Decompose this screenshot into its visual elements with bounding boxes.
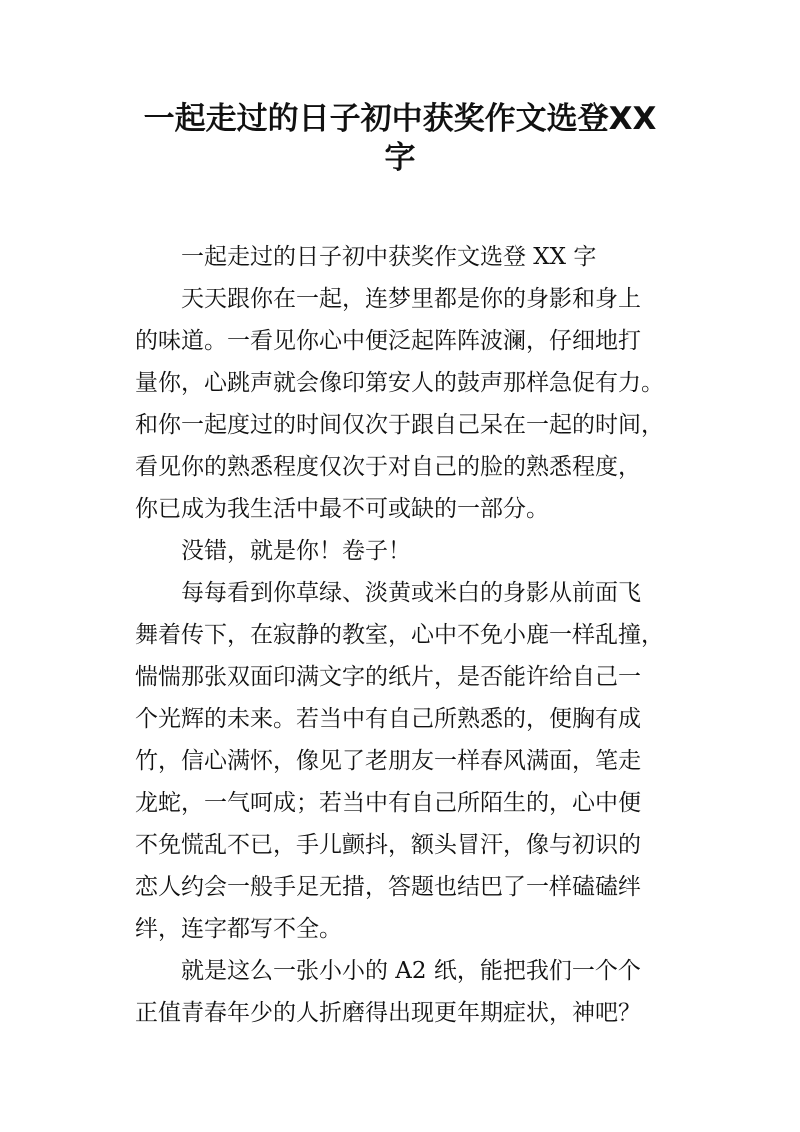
- title-line-1: 一起走过的日子初中获奖作文选登XX: [143, 101, 657, 137]
- title-line-2: 字: [384, 140, 416, 176]
- text-line: 量你，心跳声就会像印第安人的鼓声那样急促有力。: [135, 370, 664, 396]
- document-body: [135, 236, 695, 1034]
- text-line: 惴惴那张双面印满文字的纸片，是否能许给自己一: [135, 664, 641, 690]
- text-line: 不免慌乱不已，手儿颤抖，额头冒汗，像与初识的: [135, 832, 641, 858]
- document-title: [0, 100, 800, 178]
- text-line: 和你一起度过的时间仅次于跟自己呆在一起的时间，: [135, 412, 664, 438]
- text-line: 一起走过的日子初中获奖作文选登 XX 字: [181, 244, 597, 270]
- text-line: 看见你的熟悉程度仅次于对自己的脸的熟悉程度，: [135, 454, 641, 480]
- text-line: 舞着传下，在寂静的教室，心中不免小鹿一样乱撞，: [135, 622, 664, 648]
- text-line: 没错，就是你！卷子！: [181, 538, 411, 564]
- text-line: 正值青春年少的人折磨得出现更年期症状，神吧？: [135, 1000, 641, 1026]
- text-line: 天天跟你在一起，连梦里都是你的身影和身上: [181, 286, 641, 312]
- text-line: 你已成为我生活中最不可或缺的一部分。: [135, 496, 549, 522]
- text-line: 恋人约会一般手足无措，答题也结巴了一样磕磕绊: [135, 874, 641, 900]
- text-line: 龙蛇，一气呵成；若当中有自己所陌生的，心中便: [135, 790, 641, 816]
- text-line: 个光辉的未来。若当中有自己所熟悉的，便胸有成: [135, 706, 641, 732]
- text-line: 竹，信心满怀，像见了老朋友一样春风满面，笔走: [135, 748, 641, 774]
- text-line: 的味道。一看见你心中便泛起阵阵波澜，仔细地打: [135, 328, 641, 354]
- text-line: 每每看到你草绿、淡黄或米白的身影从前面飞: [181, 580, 641, 606]
- text-line: 就是这么一张小小的 A2 纸，能把我们一个个: [181, 958, 641, 984]
- text-line: 绊，连字都写不全。: [135, 916, 342, 942]
